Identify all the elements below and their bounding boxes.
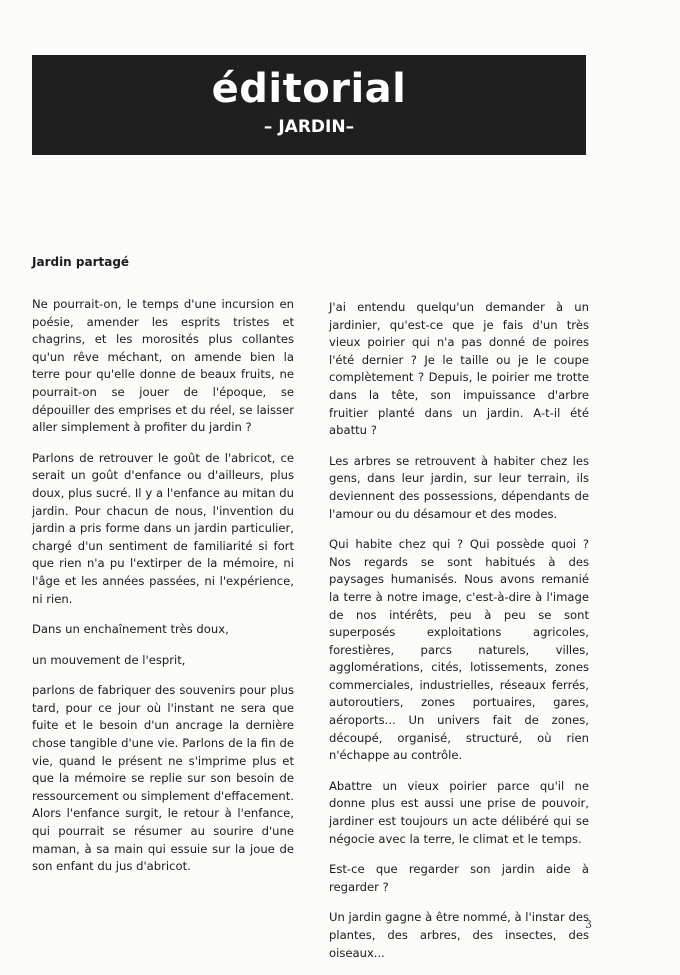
paragraph: Abattre un vieux poirier parce qu'il ne donne plus est aussi une prise de pouvoir, jardiner est toujours un acte délibéré qui se négocie avec la terre, le climat et le temps. (329, 778, 589, 846)
paragraph: parlons de fabriquer des souvenirs pour plus tard, pour ce jour où l'instant ne sera que fuite et le besoin d'un ancrage la dernière chose tangible d'une vie. Parlons de la fin de vie, quand le présent ne s'imprime plus et que la mémoire se replie sur son besoin de ressourcement ou simplement d'effacement. Alors l'enfance surgit, le retour à l'enfance, qui pourrait se résumer au sourire d'une maman, à sa main qui essuie sur la joue de son enfant du jus d'abricot. (32, 683, 294, 874)
paragraph: Dans un enchaînement très doux, (32, 622, 229, 637)
paragraph: Parlons de retrouver le goût de l'abricot, ce serait un goût d'enfance ou d'ailleurs, plus doux, plus sucré. Il y a l'enfance au mitan du jardin. Pour chacun de nous, l'invention du jardin a pris forme dans un jardin particulier, chargé d'un sentiment de familiarité si fort que rien n'a pu l'extirper de la mémoire, ni l'âge et les années passées, ni l'expérience, ni rien. (32, 450, 294, 606)
editorial-banner (32, 55, 586, 155)
paragraph: Un jardin gagne à être nommé, à l'instar des plantes, des arbres, des insectes, des oiseaux... (329, 910, 589, 960)
page-subtitle: – JARDIN– (263, 117, 355, 137)
page-number: 3 (585, 918, 592, 931)
left-column (32, 296, 294, 889)
right-column (329, 299, 589, 975)
paragraph: Les arbres se retrouvent à habiter chez les gens, dans leur jardin, sur leur terrain, ils deviennent des possessions, dépendants de l'amour ou du désamour et des modes. (329, 453, 589, 521)
paragraph: Est-ce que regarder son jardin aide à regarder ? (329, 862, 589, 894)
paragraph: Qui habite chez qui ? Qui possède quoi ? Nos regards se sont habitués à des paysages humanisés. Nous avons remanié la terre à notre image, c'est-à-dire à l'image de nos intérêts, peu à peu se sont superposés exploitations agricoles, forestières, parcs naturels, villes, agglomérations, cités, lotissements, zones commerciales, industrielles, réseaux ferrés, autoroutiers, zones portuaires, gares, aéroports... Un univers fait de zones, découpé, organisé, structuré, où rien n'échappe au contrôle. (329, 537, 589, 763)
paragraph: un mouvement de l'esprit, (32, 652, 186, 667)
page-title: éditorial (211, 66, 407, 112)
section-heading: Jardin partagé (32, 255, 130, 269)
paragraph: Ne pourrait-on, le temps d'une incursion en poésie, amender les esprits tristes et chagrins, et les morosités plus collantes qu'un rêve méchant, on amende bien la terre pour qu'elle donne de beaux fruits, ne pourrait-on se jouer de l'époque, se dépouiller des emprises et du réel, se laisser aller simplement à profiter du jardin ? (32, 297, 294, 435)
paragraph: J'ai entendu quelqu'un demander à un jardinier, qu'est-ce que je fais d'un très vieux poirier qui n'a pas donné de poires l'été dernier ? Je le taille ou je le coupe complètement ? Depuis, le poirier me trotte dans la tête, son impuissance d'arbre fruitier planté dans un jardin. A-t-il été abattu ? (329, 300, 589, 438)
